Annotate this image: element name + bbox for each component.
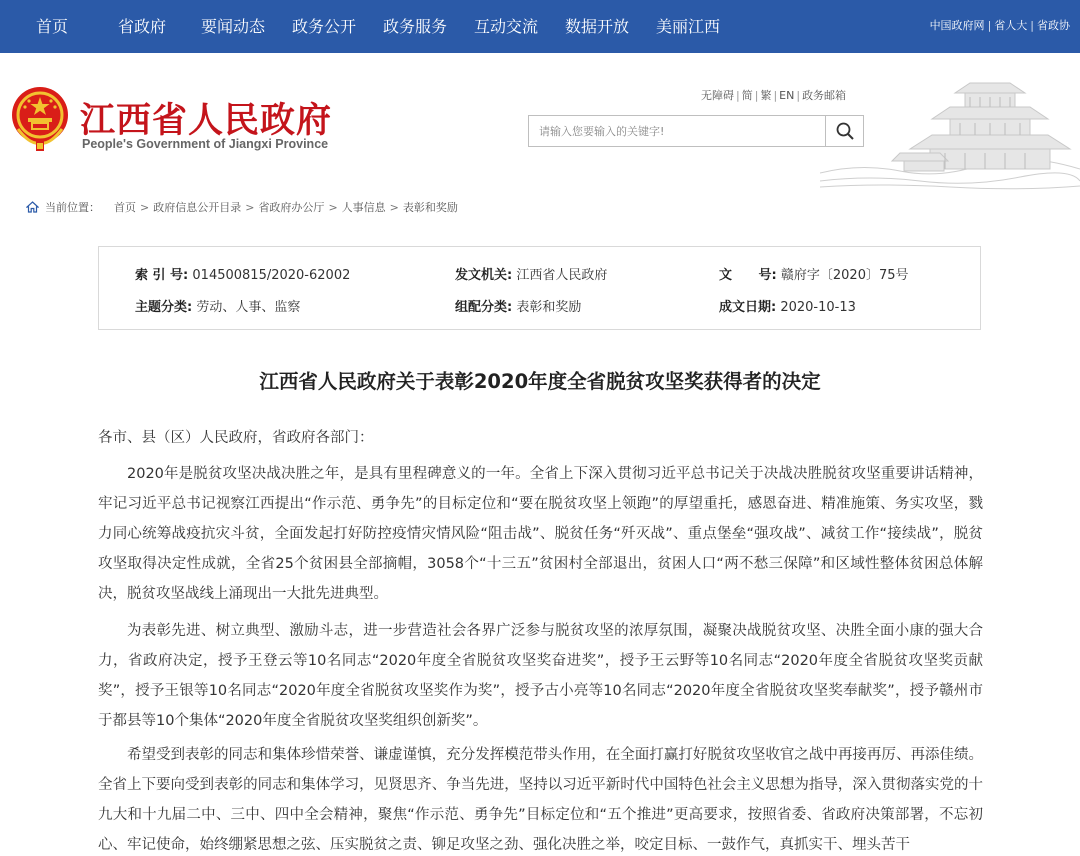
breadcrumb-item-personnel-info[interactable]: 人事信息 xyxy=(341,201,386,214)
info-value: 江西省人民政府 xyxy=(516,268,608,283)
site-title: 江西省人民政府 xyxy=(80,100,333,141)
link-accessibility[interactable]: 无障碍 xyxy=(701,89,734,102)
divider: | xyxy=(987,19,992,32)
link-central-government[interactable]: 中国政府网 xyxy=(929,19,985,32)
nav-item-government-affairs-open[interactable]: 政务公开 xyxy=(292,17,357,36)
document-paragraph: 希望受到表彰的同志和集体珍惜荣誉、谦虚谨慎，充分发挥模范带头作用，在全面打赢打好脱贫攻坚收官之战中再接再厉、再添佳绩。全省上下要向受到表彰的同志和集体学习，见贤思齐、争当先进，坚持以习近平新时代中国特色社会主义思想为指导，深入贯彻落实党的十九大和十九届二中、三中、四中全会精神，聚焦“作示范、勇争先”目标定位和“五个推进”更高要求，按照省委、省政府决策部署，不忘初心、牢记使命，始终绷紧思想之弦、压实脱贫之责、铆足攻坚之劲、强化决胜之举，咬定目标、一鼓作气，真抓实干、埋头苦干 xyxy=(98,747,983,853)
info-group-category xyxy=(455,296,581,315)
divider: | xyxy=(796,89,801,102)
info-key: 成文日期: xyxy=(719,300,777,315)
info-key: 组配分类: xyxy=(455,300,513,315)
site-header xyxy=(0,53,1080,190)
link-government-mailbox[interactable]: 政务邮箱 xyxy=(802,89,847,102)
info-value: 赣府字〔2020〕75号 xyxy=(780,268,909,283)
breadcrumb xyxy=(26,200,458,216)
search-input[interactable] xyxy=(529,116,825,146)
nav-item-interaction[interactable]: 互动交流 xyxy=(474,17,539,36)
info-index-number xyxy=(135,264,350,283)
tengwang-pavilion-illustration xyxy=(820,53,1080,190)
site-subtitle: People's Government of Jiangxi Province xyxy=(82,137,329,151)
divider: | xyxy=(754,89,759,102)
info-issuing-authority xyxy=(455,264,607,283)
nav-item-government-services[interactable]: 政务服务 xyxy=(383,17,448,36)
nav-item-beautiful-jiangxi[interactable]: 美丽江西 xyxy=(656,17,721,36)
breadcrumb-label: 当前位置： xyxy=(45,201,100,214)
document-info-box xyxy=(98,246,981,330)
divider: | xyxy=(1030,19,1034,32)
link-provincial-cppcc[interactable]: 省政协 xyxy=(1037,19,1070,32)
breadcrumb-item-info-catalog[interactable]: 政府信息公开目录 xyxy=(153,201,242,214)
info-key: 文 号: xyxy=(719,268,777,283)
document-paragraph: 为表彰先进、树立典型、激励斗志，进一步营造社会各界广泛参与脱贫攻坚的浓厚氛围，凝聚决战脱贫攻坚、决胜全面小康的强大合力，省政府决定，授予王登云等10名同志“2020年度全省脱贫攻坚奖奋进奖”，授予王云野等10名同志“2020年度全省脱贫攻坚奖贡献奖”，授予王银等10名同志“2020年度全省脱贫攻坚奖作为奖”，授予古小亮等10名同志“2020年度全省脱贫攻坚奖奉献奖”，授予赣州市于都县等10个集体“2020年度全省脱贫攻坚奖组织创新奖”。 xyxy=(98,623,983,729)
top-right-links xyxy=(930,0,1070,53)
divider: | xyxy=(736,89,740,102)
breadcrumb-item-general-office[interactable]: 省政府办公厅 xyxy=(258,201,325,214)
link-traditional-chinese[interactable]: 繁 xyxy=(760,89,772,102)
breadcrumb-separator: > xyxy=(245,201,255,214)
document-title: 江西省人民政府关于表彰2020年度全省脱贫攻坚奖获得者的决定 xyxy=(259,370,821,393)
info-value: 表彰和奖励 xyxy=(516,300,582,315)
national-emblem-logo xyxy=(10,85,70,151)
divider: | xyxy=(773,89,778,102)
breadcrumb-separator: > xyxy=(328,201,338,214)
search-box xyxy=(528,115,864,147)
info-value: 劳动、人事、监察 xyxy=(196,300,301,315)
breadcrumb-separator: > xyxy=(389,201,399,214)
link-simplified-chinese[interactable]: 简 xyxy=(741,89,753,102)
link-english[interactable]: EN xyxy=(779,89,795,102)
home-icon xyxy=(26,201,39,218)
document-salutation: 各市、县（区）人民政府，省政府各部门： xyxy=(98,430,374,446)
info-key: 主题分类: xyxy=(135,300,193,315)
info-key: 索 引 号: xyxy=(135,268,189,283)
nav-item-open-data[interactable]: 数据开放 xyxy=(565,17,630,36)
breadcrumb-separator: > xyxy=(140,201,150,214)
info-written-date xyxy=(719,296,856,315)
info-key: 发文机关: xyxy=(455,268,513,283)
nav-item-news[interactable]: 要闻动态 xyxy=(201,17,266,36)
link-provincial-congress[interactable]: 省人大 xyxy=(994,19,1028,32)
info-value: 014500815/2020-62002 xyxy=(192,268,351,283)
info-document-number xyxy=(719,264,909,283)
breadcrumb-item-commendation[interactable]: 表彰和奖励 xyxy=(402,201,458,214)
nav-item-provincial-government[interactable]: 省政府 xyxy=(118,17,167,36)
info-topic-category xyxy=(135,296,300,315)
top-nav-bar xyxy=(0,0,1080,53)
nav-item-home[interactable]: 首页 xyxy=(36,17,69,36)
breadcrumb-item-home[interactable]: 首页 xyxy=(114,201,136,214)
info-value: 2020-10-13 xyxy=(780,300,856,315)
document-paragraph: 2020年是脱贫攻坚决战决胜之年，是具有里程碑意义的一年。全省上下深入贯彻习近平总书记关于决战决胜脱贫攻坚重要讲话精神，牢记习近平总书记视察江西提出“作示范、勇争先”的目标定位和“要在脱贫攻坚上领跑”的厚望重托，感恩奋进、精准施策、务实攻坚，戮力同心统筹战疫抗灾斗贫，全面发起打好防控疫情灾情风险“阻击战”、脱贫任务“歼灭战”、重点堡垒“强攻战”、减贫工作“接续战”，脱贫攻坚取得决定性成就，全省25个贫困县全部摘帽，3058个“十三五”贫困村全部退出，贫困人口“两不愁三保障”和区域性整体贫困总体解决，脱贫攻坚战线上涌现出一大批先进典型。 xyxy=(98,466,983,602)
